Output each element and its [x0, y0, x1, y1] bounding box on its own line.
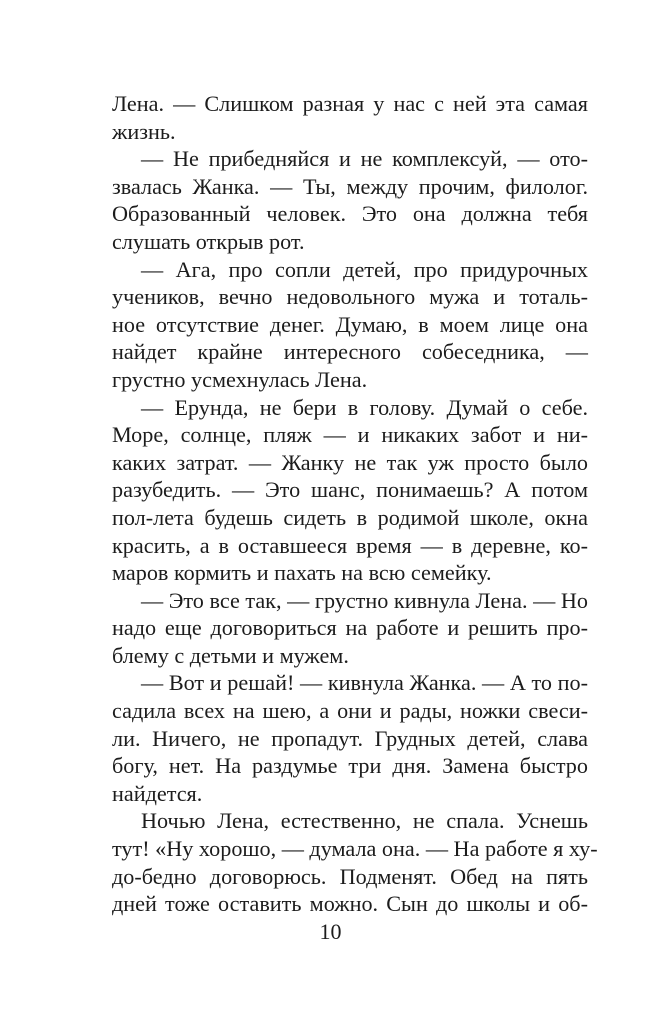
body-text [112, 90, 598, 918]
text-line: ное отсутствие денег. Думаю, в моем лице она [112, 311, 588, 337]
text-line: богу, нет. На раздумье три дня. Замена быстро [112, 753, 588, 779]
text-line: надо еще договориться на работе и решить про- [112, 615, 588, 641]
text-line: до-бедно договорюсь. Подменят. Обед на пять [112, 863, 588, 889]
text-line: разубедить. — Это шанс, понимаешь? А потом [112, 477, 588, 503]
text-line: дней тоже оставить можно. Сын до школы и об- [112, 891, 588, 917]
text-line: — Это все так, — грустно кивнула Лена. — Но [141, 587, 588, 613]
text-line: Лена. — Слишком разная у нас с ней эта самая [112, 91, 588, 116]
page-number: 10 [319, 919, 342, 944]
text-line: учеников, вечно недовольного мужа и тоталь- [112, 284, 588, 310]
text-line: жизнь. [112, 118, 176, 144]
text-line: садила всех на шею, а они и рады, ножки свеси- [112, 698, 588, 724]
text-line: — Не прибедняйся и не комплексуй, — ото- [141, 146, 588, 172]
text-line: грустно усмехнулась Лена. [112, 366, 368, 392]
text-line: маров кормить и пахать на всю семейку. [112, 560, 492, 586]
text-line: слушать открыв рот. [112, 228, 305, 254]
text-line: Образованный человек. Это она должна тебя [112, 201, 588, 227]
text-line: Ночью Лена, естественно, не спала. Уснешь [141, 808, 588, 834]
text-line: — Ага, про сопли детей, про придурочных [141, 256, 588, 282]
text-line: Море, солнце, пляж — и никаких забот и ни- [112, 422, 588, 448]
text-line: — Вот и решай! — кивнула Жанка. — А то по- [141, 670, 588, 696]
text-line: блему с детьми и мужем. [112, 642, 349, 668]
text-line: найдется. [112, 780, 203, 806]
text-line: пол-лета будешь сидеть в родимой школе, окна [112, 504, 588, 530]
text-line: красить, а в оставшееся время — в деревне, ко- [112, 532, 588, 558]
text-line: каких затрат. — Жанку не так уж просто было [112, 449, 588, 475]
text-line: — Ерунда, не бери в голову. Думай о себе. [141, 394, 588, 420]
text-line: звалась Жанка. — Ты, между прочим, филолог. [112, 173, 588, 199]
text-line: тут! «Ну хорошо, — думала она. — На работе я ху- [112, 836, 598, 862]
text-line: найдет крайне интересного собеседника, — [112, 339, 588, 365]
text-line: ли. Ничего, не пропадут. Грудных детей, слава [112, 725, 588, 751]
